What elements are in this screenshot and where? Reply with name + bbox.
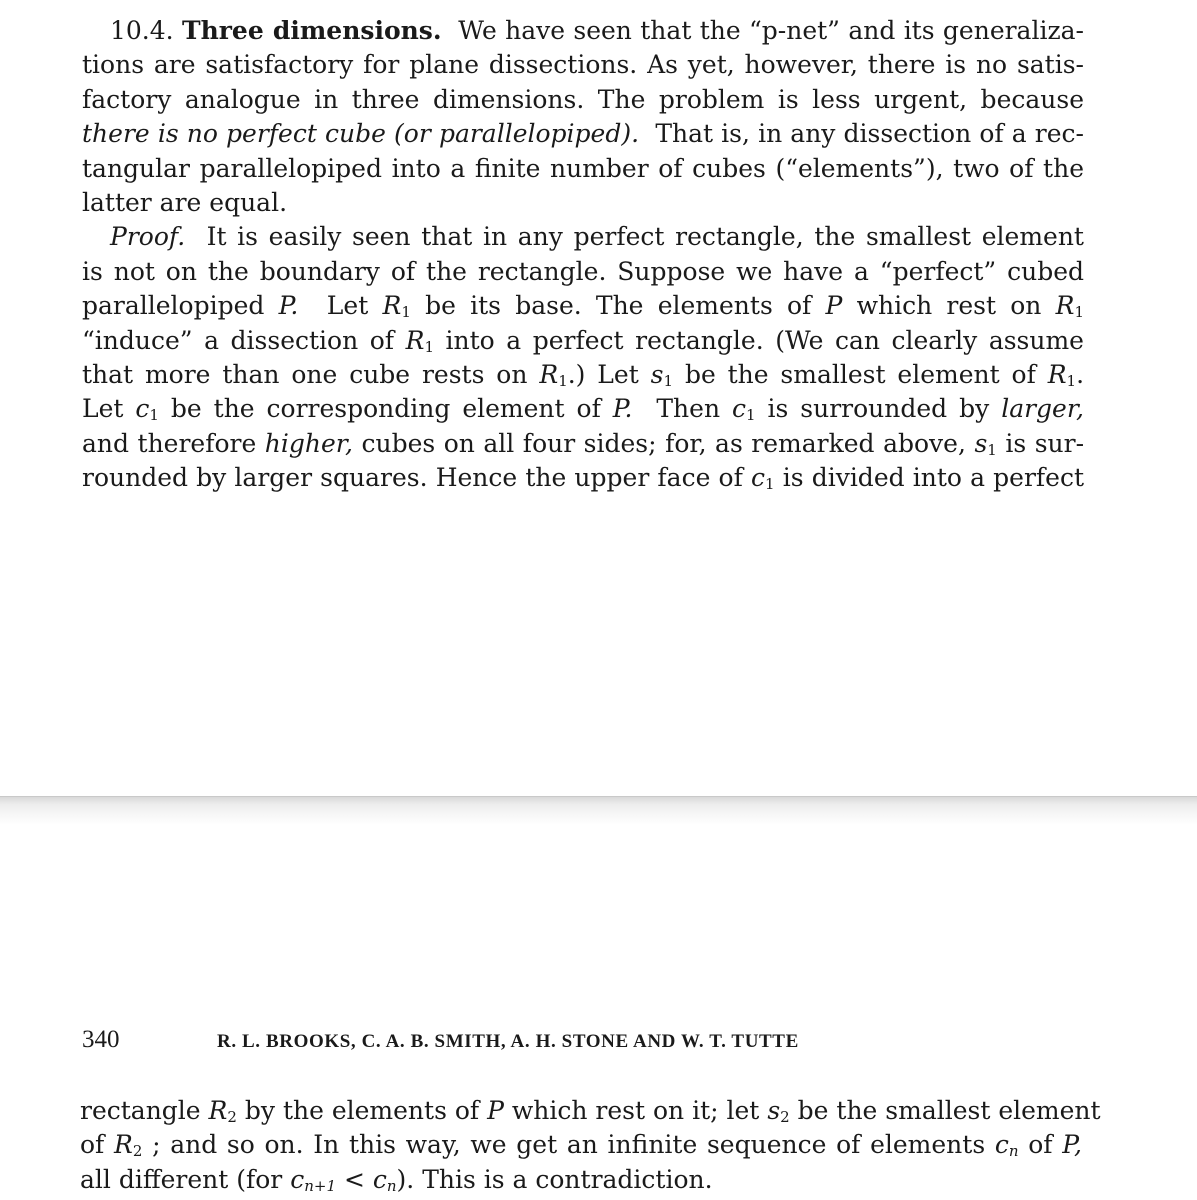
math-symbol: R: [1047, 359, 1067, 389]
text-span: by the elements of: [244, 1096, 480, 1125]
text-span: is divided into a perfect: [782, 463, 1085, 493]
text-line: [80, 1163, 1082, 1197]
text-span: .) Let: [567, 359, 639, 389]
math-symbol: R: [208, 1096, 228, 1125]
text-span: is surrounded by: [767, 394, 990, 424]
math-subscript: 1: [1074, 303, 1085, 322]
math-symbol: P: [487, 1096, 504, 1125]
text-span: of: [1028, 1130, 1053, 1160]
text-line: [82, 117, 1084, 151]
top-page-text: [82, 14, 1084, 794]
math-subscript: n+1: [304, 1176, 336, 1195]
text-span: be the smallest element: [797, 1096, 1101, 1125]
running-head: [82, 1026, 1084, 1062]
section-heading: Three dimensions.: [181, 16, 442, 45]
text-span: Then: [656, 394, 721, 424]
math-symbol: s: [974, 428, 988, 458]
text-line: factory analogue in three dimensions. The problem is less urgent, because: [82, 84, 1084, 114]
text-span: ). This is a contradiction.: [396, 1164, 713, 1194]
text-span: We have seen that the “p-net” and its generaliza-: [458, 16, 1084, 45]
math-symbol: R: [539, 359, 559, 389]
proof-label: Proof.: [110, 222, 186, 252]
math-subscript: n: [386, 1176, 397, 1195]
math-symbol: R: [1055, 291, 1075, 321]
text-span: which rest on it; let: [511, 1096, 760, 1125]
text-line: [80, 1128, 1082, 1162]
text-line: [82, 358, 1084, 392]
text-span: be its base. The elements of: [425, 291, 812, 321]
text-line: latter are equal.: [82, 187, 288, 217]
text-line: [82, 461, 1084, 495]
math-symbol: c: [994, 1130, 1009, 1160]
text-span: rounded by larger squares. Hence the upper face of: [82, 463, 743, 493]
text-span: parallelopiped: [82, 291, 265, 321]
text-span: It is easily seen that in any perfect rectangle, the smallest element: [206, 222, 1084, 252]
text-span: is sur-: [1005, 428, 1085, 458]
text-span: rectangle: [80, 1096, 201, 1125]
math-symbol: R: [405, 325, 425, 355]
math-subscript: 1: [149, 406, 159, 425]
text-span: be the corresponding element of: [170, 394, 601, 424]
math-symbol: P.: [278, 291, 299, 321]
math-subscript: 1: [401, 303, 411, 322]
text-line: tions are satisfactory for plane dissections. As yet, however, there is no satis-: [82, 50, 1084, 80]
running-head-authors: R. L. BROOKS, C. A. B. SMITH, A. H. STONE AND W. T. TUTTE: [217, 1031, 799, 1052]
math-subscript: 1: [987, 440, 997, 459]
math-subscript: 1: [746, 406, 756, 425]
text-line: [82, 14, 1084, 48]
text-line: [82, 289, 1084, 323]
text-line: is not on the boundary of the rectangle. Suppose we have a “perfect” cubed: [82, 256, 1084, 286]
bottom-page-text: [80, 1094, 1101, 1197]
text-span: “induce” a dissection of: [82, 325, 395, 355]
math-symbol: c: [372, 1164, 387, 1194]
paragraph-three-dimensions: [82, 14, 1084, 220]
math-symbol: c: [751, 463, 766, 493]
math-symbol: c: [732, 394, 747, 424]
math-symbol: s: [767, 1096, 781, 1125]
emphasis: larger,: [1001, 394, 1085, 424]
math-symbol: R: [382, 291, 402, 321]
text-span: that more than one cube rests on: [82, 359, 528, 389]
math-symbol: c: [290, 1164, 305, 1194]
math-subscript: 1: [424, 337, 434, 356]
text-span: cubes on all four sides; for, as remarked above,: [361, 428, 966, 458]
math-symbol: s: [650, 359, 664, 389]
math-subscript: 2: [780, 1108, 790, 1126]
text-span: of: [80, 1130, 105, 1160]
text-span: which rest on: [856, 291, 1042, 321]
math-symbol: P: [825, 291, 843, 321]
math-subscript: 1: [765, 475, 775, 494]
math-subscript: 1: [663, 371, 674, 390]
text-span: .: [1076, 359, 1085, 389]
text-span: That is, in any dissection of a rec-: [655, 119, 1084, 149]
paragraph-proof: [82, 220, 1084, 495]
page-divider: [0, 796, 1197, 825]
theorem-statement: there is no perfect cube (or parallelopiped).: [82, 119, 640, 149]
emphasis: higher,: [264, 428, 353, 458]
page-number: 340: [82, 1026, 120, 1053]
text-line: [82, 220, 1084, 254]
math-subscript: n: [1008, 1142, 1019, 1161]
text-span: ; and so on. In this way, we get an infinite sequence of elements: [152, 1130, 986, 1160]
text-span: Let: [326, 291, 369, 321]
section-number: 10.4.: [110, 16, 174, 45]
text-line: [82, 324, 1084, 358]
text-span: Let: [82, 394, 124, 424]
math-subscript: 1: [558, 371, 568, 390]
math-subscript: 2: [227, 1108, 237, 1126]
text-span: and therefore: [82, 428, 257, 458]
math-symbol: c: [135, 394, 150, 424]
text-line: [82, 427, 1084, 461]
text-line: tangular parallelopiped into a finite number of cubes (“elements”), two of the: [82, 153, 1084, 183]
math-symbol: R: [114, 1130, 133, 1160]
text-span: all different (for: [80, 1164, 283, 1194]
text-span: into a perfect rectangle. (We can clearly assume: [445, 325, 1084, 355]
math-symbol: P,: [1062, 1130, 1082, 1160]
text-line: [82, 392, 1084, 426]
math-subscript: 1: [1066, 371, 1077, 390]
math-subscript: 2: [132, 1142, 143, 1161]
math-operator: <: [343, 1164, 365, 1194]
math-symbol: P.: [612, 394, 633, 424]
text-line: [80, 1094, 1101, 1128]
text-span: be the smallest element of: [684, 359, 1036, 389]
